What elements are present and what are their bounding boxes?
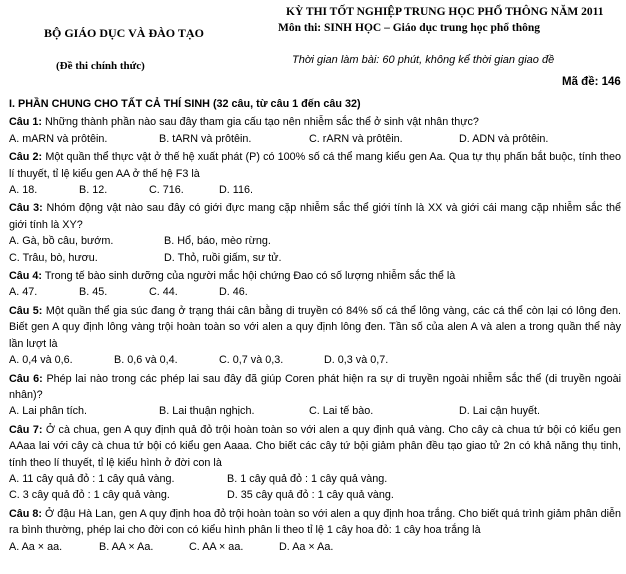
- question-1: [9, 114, 621, 147]
- answer-options: [9, 284, 621, 300]
- question-number: Câu 2:: [9, 151, 43, 164]
- question-number: Câu 1:: [9, 116, 42, 129]
- ministry-name: BỘ GIÁO DỤC VÀ ĐÀO TẠO: [44, 26, 204, 40]
- question-stem: [9, 268, 621, 284]
- option-a: A. mARN và prôtêin.: [9, 132, 108, 145]
- exam-title: KỲ THI TỐT NGHIỆP TRUNG HỌC PHỔ THÔNG NĂM 2011: [286, 6, 604, 18]
- option-d: D. 46.: [219, 286, 248, 299]
- question-text: Một quần thể gia súc đang ở trạng thái cân bằng di truyền có 84% số cá thể lông vàng, các cá thể còn lại có lông đen. Biết gen A quy định lông vàng trội hoàn toàn so với alen a quy định lông đen. Tần số của alen A và alen a trong quần thể này lần lượt là: [9, 304, 622, 350]
- question-6: [9, 371, 621, 420]
- question-7: [9, 422, 621, 504]
- question-stem: [9, 114, 621, 130]
- option-c: C. 3 cây quả đỏ : 1 cây quả vàng.: [9, 489, 170, 502]
- question-text: Ở cà chua, gen A quy định quả đỏ trội hoàn toàn so với alen a quy định quả vàng. Cho cây cà chua tứ bội có kiểu gen AAaa lai với cây cà chua tứ bội có kiểu gen Aaaa. Cho biết các cây tứ bội giảm phân đều tạo giao tử 2n có khả năng thụ tinh, tính theo lí thuyết, tỉ lệ kiểu hình ở đời con là: [9, 423, 622, 469]
- option-b: B. 0,6 và 0,4.: [114, 354, 178, 367]
- question-text: Trong tế bào sinh dưỡng của người mắc hội chứng Đao có số lượng nhiễm sắc thể là: [44, 270, 456, 283]
- option-b: B. Hổ, báo, mèo rừng.: [164, 235, 271, 248]
- option-c: C. AA × aa.: [189, 540, 244, 553]
- option-b: B. 12.: [79, 184, 108, 197]
- question-stem: [9, 371, 621, 404]
- question-number: Câu 4:: [9, 270, 42, 283]
- option-a: A. Aa × aa.: [9, 540, 63, 553]
- question-stem: [9, 200, 621, 233]
- question-number: Câu 3:: [9, 202, 43, 215]
- option-b: B. AA × Aa.: [99, 540, 154, 553]
- question-text: Ở đậu Hà Lan, gen A quy định hoa đỏ trội hoàn toàn so với alen a quy định hoa trắng. Cho biết quá trình giảm phân diễn ra bình thường, phép lai cho đời con có kiểu hình phân li theo tỉ lệ 1 cây hoa đỏ: 1 cây hoa trắng là: [9, 507, 622, 537]
- question-number: Câu 6:: [9, 372, 43, 385]
- question-number: Câu 5:: [9, 304, 43, 317]
- option-d: D. Lai cận huyết.: [459, 405, 541, 418]
- question-text: Phép lai nào trong các phép lai sau đây đã giúp Coren phát hiện ra sự di truyền ngoài nhiễm sắc thể (di truyền ngoài nhân)?: [9, 372, 622, 401]
- answer-options: [9, 539, 621, 555]
- question-stem: [9, 506, 621, 539]
- option-d: D. ADN và prôtêin.: [459, 132, 549, 145]
- question-text: Những thành phần nào sau đây tham gia cấu tạo nên nhiễm sắc thể ở sinh vật nhân thực?: [45, 116, 479, 129]
- option-c: C. 0,7 và 0,3.: [219, 354, 284, 367]
- option-b: B. Lai thuận nghịch.: [159, 405, 255, 418]
- option-b: B. 1 cây quả đỏ : 1 cây quả vàng.: [227, 472, 388, 485]
- exam-body: [9, 96, 621, 555]
- option-d: D. Aa × Aa.: [279, 540, 334, 553]
- question-stem: [9, 149, 621, 182]
- option-a: A. Gà, bồ câu, bướm.: [9, 235, 114, 248]
- answer-options: [9, 403, 621, 419]
- question-5: [9, 303, 621, 369]
- answer-options: [9, 471, 621, 504]
- option-d: D. 35 cây quả đỏ : 1 cây quả vàng.: [227, 489, 394, 502]
- answer-options: [9, 131, 621, 147]
- question-text: Một quần thể thực vật ở thế hệ xuất phát (P) có 100% số cá thể mang kiểu gen Aa. Qua tự thụ phấn bắt buộc, tính theo lí thuyết, tỉ lệ kiểu gen AA ở thế hệ F3 là: [9, 151, 622, 180]
- option-c: C. 716.: [149, 184, 184, 197]
- option-a: A. 11 cây quả đỏ : 1 cây quả vàng.: [9, 472, 175, 485]
- option-d: D. Thỏ, ruồi giấm, sư tử.: [164, 251, 282, 264]
- option-d: D. 0,3 và 0,7.: [324, 354, 389, 367]
- answer-options: [9, 352, 621, 368]
- answer-options: [9, 182, 621, 198]
- option-a: A. Lai phân tích.: [9, 405, 88, 418]
- question-number: Câu 7:: [9, 423, 43, 436]
- option-d: D. 116.: [219, 184, 254, 197]
- exam-subject: Môn thi: SINH HỌC – Giáo dục trung học phổ thông: [278, 22, 540, 34]
- option-a: A. 0,4 và 0,6.: [9, 354, 73, 367]
- option-b: B. tARN và prôtêin.: [159, 132, 252, 145]
- question-2: [9, 149, 621, 198]
- question-4: [9, 268, 621, 301]
- question-stem: [9, 303, 621, 352]
- option-a: A. 47.: [9, 286, 38, 299]
- section-title: I. PHẦN CHUNG CHO TẤT CẢ THÍ SINH (32 câu, từ câu 1 đến câu 32): [9, 98, 361, 110]
- exam-time-info: Thời gian làm bài: 60 phút, không kể thời gian giao đề: [292, 54, 555, 66]
- question-3: [9, 200, 621, 266]
- question-stem: [9, 422, 621, 471]
- official-exam-label: (Đề thi chính thức): [56, 60, 145, 72]
- option-c: C. Lai tế bào.: [309, 405, 374, 418]
- option-c: C. Trâu, bò, hươu.: [9, 251, 98, 264]
- exam-code: Mã đề: 146: [562, 76, 621, 88]
- option-c: C. 44.: [149, 286, 178, 299]
- question-8: [9, 506, 621, 555]
- answer-options: [9, 233, 621, 266]
- question-number: Câu 8:: [9, 507, 43, 520]
- option-a: A. 18.: [9, 184, 38, 197]
- option-b: B. 45.: [79, 286, 108, 299]
- option-c: C. rARN và prôtêin.: [309, 132, 403, 145]
- question-text: Nhóm động vật nào sau đây có giới đực mang cặp nhiễm sắc thể giới tính là XX và giới cái mang cặp nhiễm sắc thể giới tính là XY?: [9, 202, 622, 231]
